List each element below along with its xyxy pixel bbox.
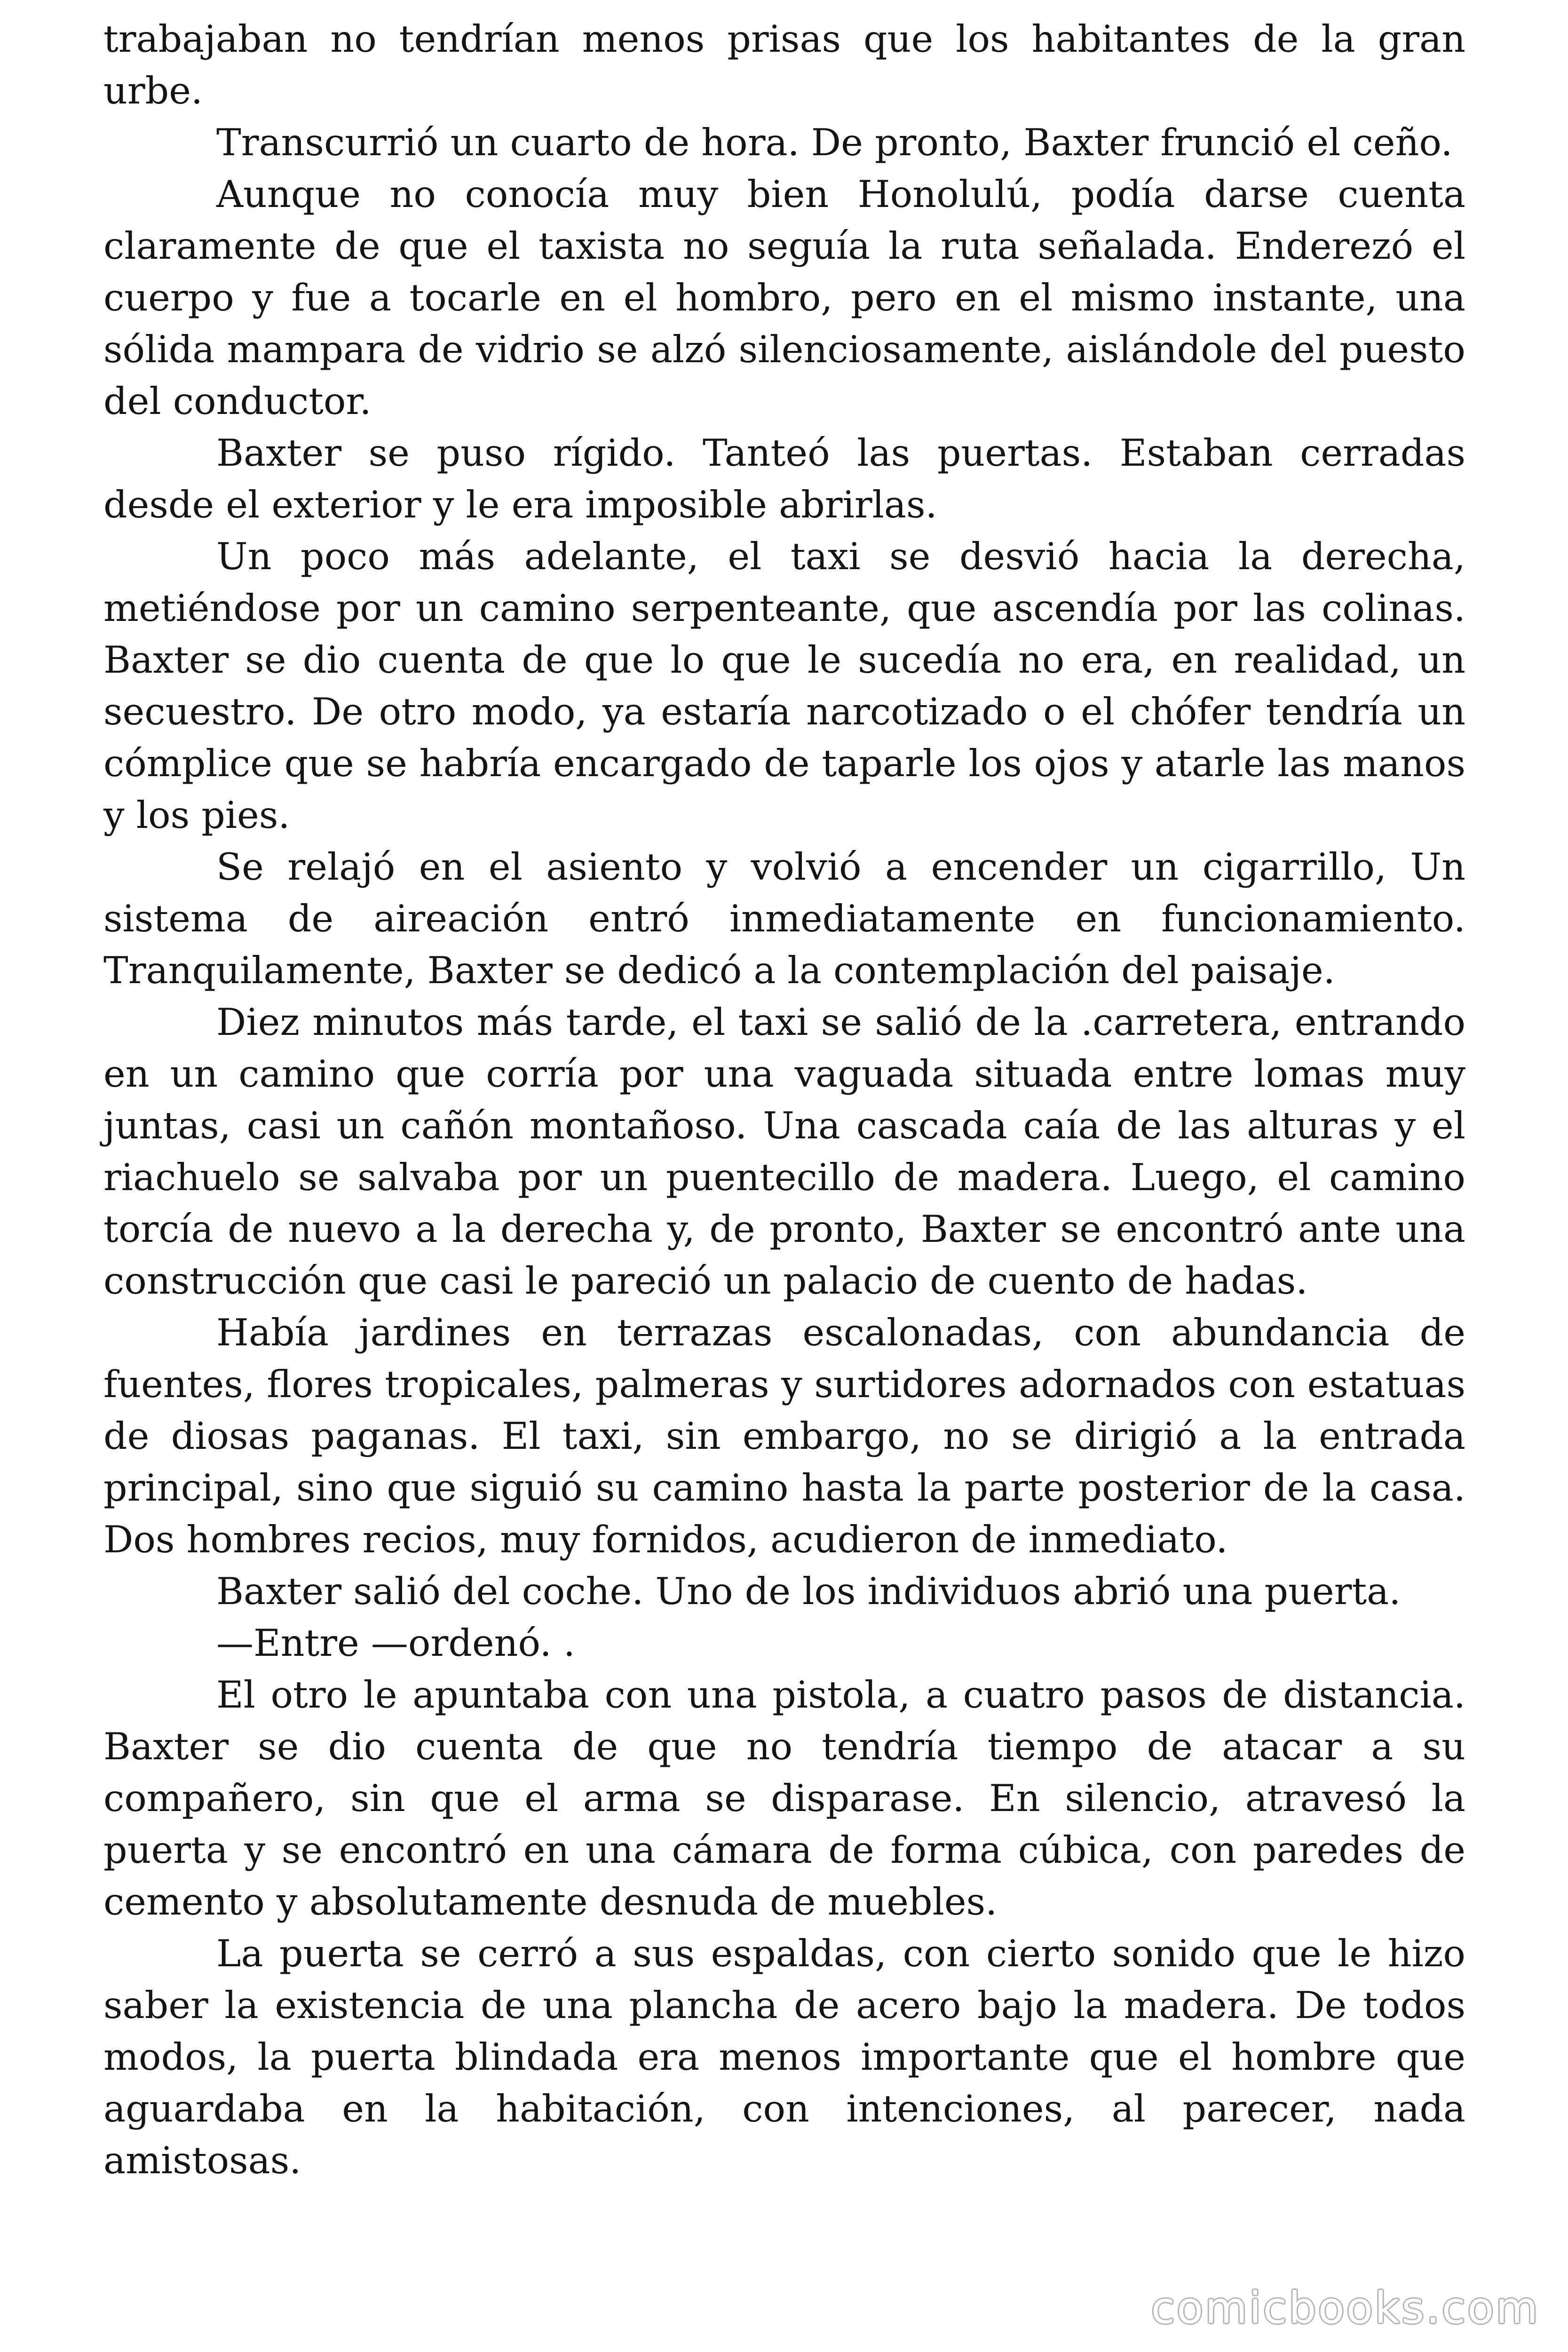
paragraph: Baxter se puso rígido. Tanteó las puertas. Estaban cerradas desde el exterior y le era imposible abrirlas. bbox=[103, 431, 1465, 526]
watermark: comicbooks.com bbox=[1151, 2283, 1540, 2333]
paragraph: Un poco más adelante, el taxi se desvió hacia la derecha, metiéndose por un camino serpenteante, que ascendía por las colinas. Baxter se dio cuenta de que lo que le sucedía no era, en realidad, un secuestro. De otro modo, ya estaría narcotizado o el chófer tendría un cómplice que se habría encargado de taparle los ojos y atarle las manos y los pies. bbox=[103, 535, 1465, 837]
paragraph: Diez minutos más tarde, el taxi se salió de la .carretera, entrando en un camino que corría por una vaguada situada entre lomas muy juntas, casi un cañón montañoso. Una cascada caía de las alturas y el riachuelo se salvaba por un puentecillo de madera. Luego, el camino torcía de nuevo a la derecha y, de pronto, Baxter se encontró ante una construcción que casi le pareció un palacio de cuento de hadas. bbox=[103, 1001, 1465, 1303]
paragraph: Transcurrió un cuarto de hora. De pronto, Baxter frunció el ceño. bbox=[216, 121, 1453, 164]
paragraph: Aunque no conocía muy bien Honolulú, podía darse cuenta claramente de que el taxista no seguía la ruta señalada. Enderezó el cuerpo y fue a tocarle en el hombro, pero en el mismo instante, una sólida mampara de vidrio se alzó silenciosamente, aislándole del puesto del conductor. bbox=[103, 173, 1465, 423]
paragraph: Se relajó en el asiento y volvió a encender un cigarrillo, Un sistema de aireación entró inmediatamente en funcionamiento. Tranquilamente, Baxter se dedicó a la contemplación del paisaje. bbox=[103, 845, 1465, 992]
paragraph: Había jardines en terrazas escalonadas, con abundancia de fuentes, flores tropicales, palmeras y surtidores adornados con estatuas de diosas paganas. El taxi, sin embargo, no se dirigió a la entrada principal, sino que siguió su camino hasta la parte posterior de la casa. Dos hombres recios, muy fornidos, acudieron de inmediato. bbox=[103, 1311, 1465, 1561]
paragraph-continuation: trabajaban no tendrían menos prisas que los habitantes de la gran urbe. bbox=[103, 17, 1465, 112]
paragraph: —Entre —ordenó. . bbox=[216, 1621, 575, 1665]
page-text bbox=[103, 13, 1465, 2186]
paragraph: El otro le apuntaba con una pistola, a cuatro pasos de distancia. Baxter se dio cuenta de que no tendría tiempo de atacar a su compañero, sin que el arma se disparase. En silencio, atravesó la puerta y se encontró en una cámara de forma cúbica, con paredes de cemento y absolutamente desnuda de muebles. bbox=[103, 1673, 1465, 1923]
paragraph: La puerta se cerró a sus espaldas, con cierto sonido que le hizo saber la existencia de una plancha de acero bajo la madera. De todos modos, la puerta blindada era menos importante que el hombre que aguardaba en la habitación, con intenciones, al parecer, nada amistosas. bbox=[103, 1932, 1465, 2182]
paragraph: Baxter salió del coche. Uno de los individuos abrió una puerta. bbox=[216, 1570, 1401, 1613]
